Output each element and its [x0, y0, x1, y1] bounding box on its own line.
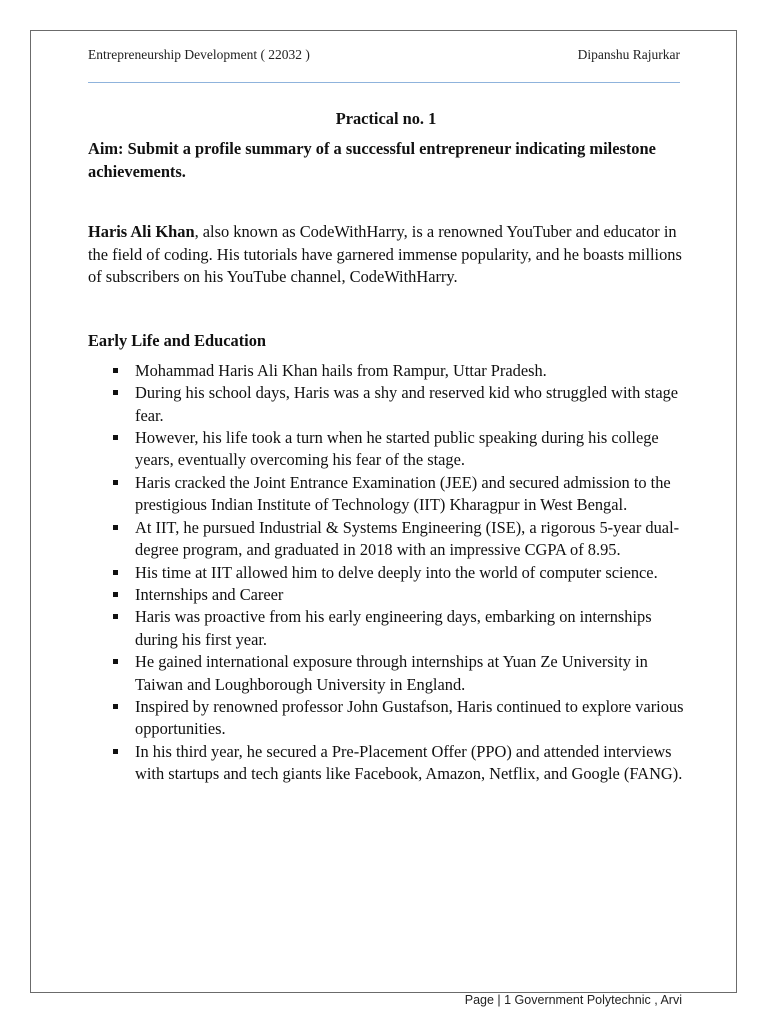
- bullet-square-icon: [113, 570, 118, 575]
- list-item-text: His time at IIT allowed him to delve deeply into the world of computer science.: [135, 562, 658, 582]
- header-divider: [88, 82, 680, 83]
- bullet-square-icon: [113, 659, 118, 664]
- list-item: [88, 584, 684, 606]
- bullet-square-icon: [113, 614, 118, 619]
- bullet-square-icon: [113, 704, 118, 709]
- aim-statement: Aim: Submit a profile summary of a successful entrepreneur indicating milestone achievements.: [88, 139, 656, 181]
- bullet-square-icon: [113, 525, 118, 530]
- list-item-text: At IIT, he pursued Industrial & Systems Engineering (ISE), a rigorous 5-year dual-degree program, and graduated in 2018 with an impressive CGPA of 8.95.: [135, 517, 680, 560]
- list-item: [88, 651, 684, 696]
- list-item-text: During his school days, Haris was a shy and reserved kid who struggled with stage fear.: [135, 383, 679, 425]
- bullet-square-icon: [113, 592, 118, 597]
- page-footer: Page | 1 Government Polytechnic , Arvi: [464, 993, 682, 1007]
- list-item-text: In his third year, he secured a Pre-Placement Offer (PPO) and attended interviews with startups and tech giants like Facebook, Amazon, Netflix, and Google (FANG).: [135, 741, 683, 784]
- header-author: Dipanshu Rajurkar: [577, 47, 680, 62]
- bullet-list: [88, 360, 684, 786]
- intro-paragraph: [88, 221, 684, 288]
- practical-title: Practical no. 1: [335, 109, 437, 128]
- list-item: [88, 606, 684, 651]
- list-item-text: Mohammad Haris Ali Khan hails from Rampur, Uttar Pradesh.: [135, 360, 547, 380]
- intro-text: , also known as CodeWithHarry, is a renowned YouTuber and educator in the field of coding. His tutorials have garnered immense popularity, and he boasts millions of subscribers on his YouTube channel, CodeWithHarry.: [88, 222, 682, 287]
- list-item: [88, 517, 684, 562]
- list-item-text: Inspired by renowned professor John Gustafson, Haris continued to explore various opportunities.: [135, 696, 684, 739]
- list-item: [88, 696, 684, 741]
- bullet-square-icon: [113, 435, 118, 440]
- list-item: [88, 472, 684, 517]
- list-item: [88, 741, 684, 786]
- section-heading: Early Life and Education: [88, 331, 267, 351]
- document-body: [88, 108, 684, 786]
- list-item-text: Haris cracked the Joint Entrance Examination (JEE) and secured admission to the prestigious Indian Institute of Technology (IIT) Kharagpur in West Bengal.: [135, 472, 671, 515]
- list-item-text: Haris was proactive from his early engineering days, embarking on internships during his first year.: [135, 607, 652, 649]
- bullet-square-icon: [113, 480, 118, 485]
- list-item: [88, 562, 684, 584]
- page-header: [88, 47, 680, 67]
- list-item: [88, 382, 684, 427]
- list-item: [88, 427, 684, 472]
- list-item-text: Internships and Career: [135, 584, 284, 604]
- list-item: [88, 360, 684, 382]
- bullet-square-icon: [113, 390, 118, 395]
- intro-name: Haris Ali Khan: [88, 222, 195, 242]
- list-item-text: However, his life took a turn when he started public speaking during his college years, eventually overcoming his fear of the stage.: [135, 428, 659, 470]
- header-course: Entrepreneurship Development ( 22032 ): [88, 47, 310, 62]
- list-item-text: He gained international exposure through internships at Yuan Ze University in Taiwan and Loughborough University in England.: [135, 652, 648, 694]
- bullet-square-icon: [113, 749, 118, 754]
- bullet-square-icon: [113, 368, 118, 373]
